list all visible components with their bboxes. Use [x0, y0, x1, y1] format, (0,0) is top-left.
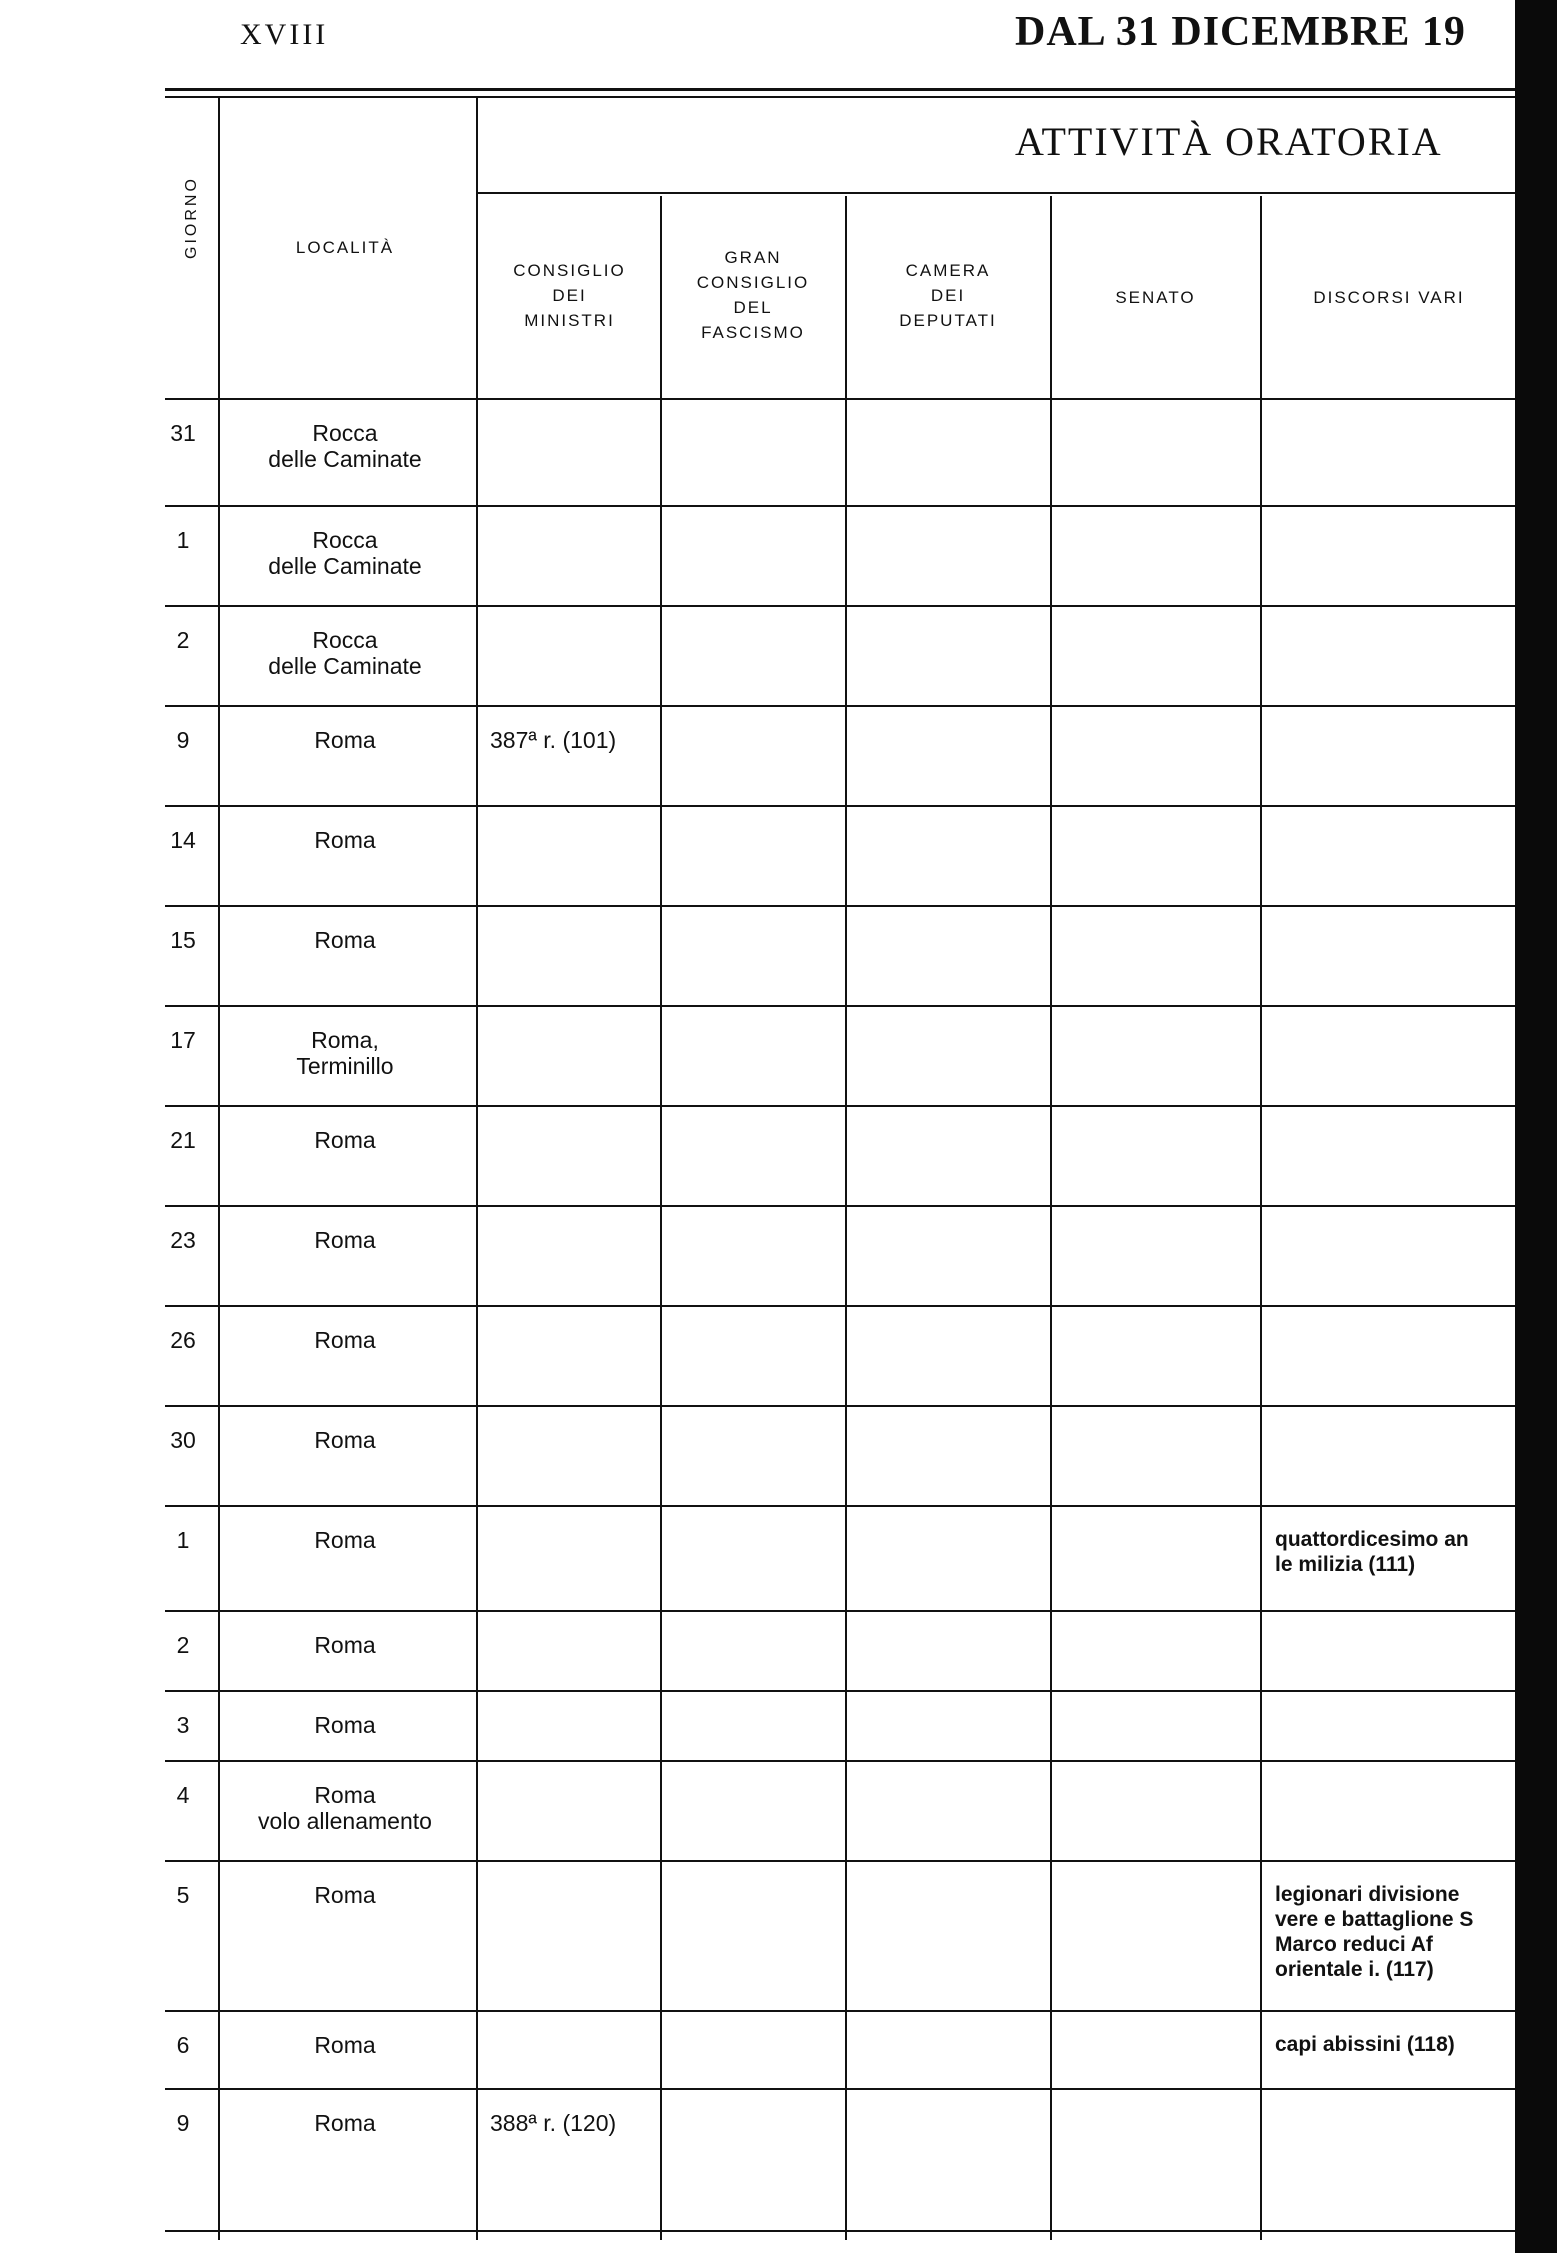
location-line: volo allenamento — [258, 1808, 432, 1834]
location-line: Roma — [314, 927, 376, 953]
day-cell: 31 — [170, 420, 196, 446]
location-cell — [225, 1127, 465, 1153]
location-line: delle Caminate — [268, 653, 422, 679]
location-line: delle Caminate — [268, 446, 422, 472]
speech-cell — [1275, 2032, 1495, 2057]
column-header-giorno: GIORNO — [183, 176, 200, 259]
location-line: Roma — [314, 1327, 376, 1353]
location-cell — [225, 1882, 465, 1908]
column-rule — [660, 196, 662, 2240]
location-cell — [225, 1632, 465, 1658]
location-line: Roma — [314, 1127, 376, 1153]
header-line: CONSIGLIO — [696, 273, 810, 292]
location-line: Roma — [314, 1712, 376, 1738]
title-rule — [478, 192, 1515, 194]
location-cell — [225, 2110, 465, 2136]
location-cell — [225, 2032, 465, 2058]
location-cell — [225, 1027, 465, 1079]
header-line: FASCISMO — [701, 323, 805, 342]
top-rule-thin — [165, 96, 1515, 98]
location-line: Roma — [314, 1427, 376, 1453]
running-head: DAL 31 DICEMBRE 19 — [1015, 9, 1466, 55]
day-cell: 3 — [176, 1712, 190, 1738]
speech-line: capi abissini (118) — [1275, 2033, 1455, 2056]
row-rule — [165, 505, 1515, 507]
row-rule — [165, 1205, 1515, 1207]
row-rule — [165, 905, 1515, 907]
row-rule — [165, 1860, 1515, 1862]
location-line: Roma — [314, 1227, 376, 1253]
day-cell: 9 — [176, 727, 190, 753]
day-cell: 1 — [176, 527, 190, 553]
council-cell: 388ª r. (120) — [490, 2110, 617, 2136]
location-cell — [225, 1227, 465, 1253]
location-line: Roma — [314, 1782, 376, 1808]
speech-line: le milizia (111) — [1275, 1553, 1416, 1576]
location-line: Roma — [314, 2032, 376, 2058]
row-rule — [165, 1505, 1515, 1507]
location-cell — [225, 1712, 465, 1738]
row-rule — [165, 705, 1515, 707]
row-rule — [165, 398, 1515, 400]
row-rule — [165, 1005, 1515, 1007]
location-line: Terminillo — [296, 1053, 394, 1079]
page-edge-shadow — [1515, 0, 1557, 2253]
day-cell: 5 — [176, 1882, 190, 1908]
day-cell: 1 — [176, 1527, 190, 1553]
header-line: CONSIGLIO — [513, 261, 626, 280]
day-cell: 2 — [176, 1632, 190, 1658]
header-line: DEI — [552, 286, 587, 305]
header-line: GRAN — [724, 248, 782, 267]
column-header-consiglio — [482, 258, 657, 333]
location-line: Roma — [314, 1527, 376, 1553]
location-line: Roma — [314, 1882, 376, 1908]
column-rule — [476, 96, 478, 2240]
speech-cell — [1275, 1882, 1495, 1982]
day-cell: 23 — [170, 1227, 196, 1253]
speech-line: vere e battaglione S — [1275, 1908, 1474, 1931]
location-cell — [225, 1327, 465, 1353]
row-rule — [165, 1305, 1515, 1307]
location-cell — [225, 1527, 465, 1553]
location-cell — [225, 527, 465, 579]
location-cell — [225, 727, 465, 753]
page-number: XVIII — [240, 18, 329, 51]
location-cell — [225, 627, 465, 679]
day-cell: 21 — [170, 1127, 196, 1153]
row-rule — [165, 605, 1515, 607]
header-line: DEL — [733, 298, 773, 317]
row-rule — [165, 1760, 1515, 1762]
row-rule — [165, 1610, 1515, 1612]
day-cell: 2 — [176, 627, 190, 653]
location-line: delle Caminate — [268, 553, 422, 579]
speech-line: orientale i. (117) — [1275, 1958, 1434, 1981]
day-cell: 30 — [170, 1427, 196, 1453]
day-cell: 9 — [176, 2110, 190, 2136]
location-line: Roma — [314, 827, 376, 853]
header-line: DISCORSI VARI — [1313, 288, 1465, 307]
column-header-discorsi — [1263, 285, 1515, 310]
council-cell: 387ª r. (101) — [490, 727, 617, 753]
location-line: Rocca — [312, 627, 378, 653]
column-rule — [1050, 196, 1052, 2240]
location-cell — [225, 1427, 465, 1453]
location-cell — [225, 1782, 465, 1834]
location-line: Roma — [314, 2110, 376, 2136]
location-cell — [225, 927, 465, 953]
location-line: Rocca — [312, 420, 378, 446]
header-line: SENATO — [1115, 288, 1196, 307]
column-header-senato — [1053, 285, 1258, 310]
row-rule — [165, 805, 1515, 807]
header-line: DEI — [930, 286, 966, 305]
location-cell — [225, 420, 465, 472]
top-rule — [165, 88, 1515, 91]
column-rule — [1260, 196, 1262, 2240]
section-title: ATTIVITÀ ORATORIA — [1015, 119, 1443, 164]
day-cell: 4 — [176, 1782, 190, 1808]
row-rule — [165, 1405, 1515, 1407]
day-cell: 15 — [170, 927, 196, 953]
row-rule — [165, 2010, 1515, 2012]
header-line: DEPUTATI — [899, 311, 997, 330]
header-line: CAMERA — [905, 261, 991, 280]
location-line: Roma — [314, 727, 376, 753]
speech-line: Marco reduci Af — [1275, 1933, 1433, 1956]
location-line: Roma — [314, 1632, 376, 1658]
row-rule — [165, 2088, 1515, 2090]
header-line: MINISTRI — [524, 311, 615, 330]
day-cell: 6 — [176, 2032, 190, 2058]
speech-line: quattordicesimo an — [1275, 1528, 1469, 1551]
row-rule — [165, 1105, 1515, 1107]
column-header-camera — [848, 258, 1048, 333]
location-line: Rocca — [312, 527, 378, 553]
location-line: Roma, — [311, 1027, 379, 1053]
speech-line: legionari divisione — [1275, 1883, 1460, 1906]
day-cell: 26 — [170, 1327, 196, 1353]
row-rule — [165, 1690, 1515, 1692]
row-rule — [165, 2230, 1515, 2232]
location-cell — [225, 827, 465, 853]
column-rule — [845, 196, 847, 2240]
day-cell: 17 — [170, 1027, 196, 1053]
day-cell: 14 — [170, 827, 196, 853]
speech-cell — [1275, 1527, 1495, 1577]
column-header-localita: LOCALITÀ — [295, 238, 395, 257]
column-header-gran-consiglio — [663, 245, 843, 345]
column-rule — [218, 96, 220, 2240]
